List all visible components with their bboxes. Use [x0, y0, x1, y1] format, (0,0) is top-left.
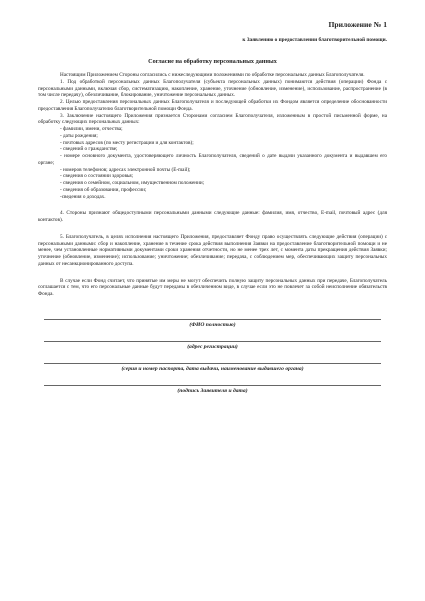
- intro-paragraph: Настоящим Приложением Стороны согласились с нижеследующими положениями по обработке персональных данных Благополучателя.: [60, 72, 365, 78]
- appendix-subtitle: к Заявлению о предоставлении благотворительной помощи.: [242, 37, 387, 43]
- personal-data-list: [38, 126, 387, 200]
- name-line: [44, 307, 381, 320]
- list-item: - даты рождения;: [60, 132, 98, 139]
- name-caption: (ФИО полностью): [189, 321, 236, 328]
- passport-caption: (серия и номер паспорта, дата выдачи, наименование выдавшего органа): [121, 365, 304, 372]
- list-item: - фамилии, имени, отчества;: [60, 126, 123, 132]
- paragraph-5: 5. Благополучатель, в целях исполнения настоящего Приложения, предоставляет Фонду право осуществлять следующие действия (операции) с персональными данными: сбор и накопление, хранение в течение срока действия выполнения Заявки на предоставление благотворительной помощи и не менее, чем установленные нормативными документами сроки хранения отчетности, но не менее трех лет, с момента даты прекращения действия Заявки; уточнение (обновление, изменение); использование; уничтожение; обезличивание; передача, с соблюдением мер, обеспечивающих защиту персональных данных от несанкционированного доступа.: [38, 233, 387, 267]
- paragraph-1: 1. Под обработкой персональных данных Благополучателя (субъекта персональных данных) понимаются действия (операции) Фонда с персональными данными, включая сбор, систематизацию, накопление, хранение, уточнение (обновление, изменение), использование, распространение (в том числе передачу), обезличивание, блокирование, уничтожение персональных данных.: [38, 78, 387, 99]
- signature-block: [38, 307, 387, 395]
- signature-caption: (подпись Заявителя и дата): [177, 387, 248, 394]
- paragraph-4: 4. Стороны признают общедоступными персональными данными следующие данные: фамилия, имя, отчество, E-mail, почтовый адрес (для контактов).: [38, 210, 387, 223]
- paragraph-2: 2. Целью предоставления персональных данных Благополучателя и последующей обработки их Фондом является определение обоснованности предоставления Благополучателю благотворительной помощи Фонда.: [38, 99, 387, 112]
- passport-line: [44, 351, 381, 364]
- paragraph-3: 3. Заключение настоящего Приложения признается Сторонами согласием Благополучателя, изложенным в простой письменной форме, на обработку следующих персональных данных:: [38, 112, 387, 126]
- list-item: - номеров телефонов; адресах электронной почты (E-mail);: [60, 166, 191, 173]
- appendix-title: Приложение № 1: [328, 20, 387, 29]
- paragraph-6: В случае если Фонд считает, что принятые им меры не могут обеспечить полную защиту персональных данных при передаче, Благополучатель соглашается с тем, что его персональные данные будут переданы в обезличенном виде, в случае если это не повлечет за собой неисполнение обязательств Фонда.: [38, 277, 387, 297]
- list-item: - почтовых адресов (по месту регистрации и для контактов);: [60, 139, 194, 146]
- list-item: - номере основного документа, удостоверяющего личность Благополучателя, сведений о дате выдачи указанного документа и выдавшем его органе;: [38, 153, 387, 166]
- address-caption: (адрес регистрации): [187, 343, 238, 350]
- signature-line: [44, 373, 381, 386]
- list-item: - сведения о семейном, социальном, имущественном положении;: [60, 180, 205, 186]
- list-item: - сведения об образовании, профессии;: [60, 186, 147, 193]
- consent-title: Согласие на обработку персональных данных: [148, 58, 277, 65]
- list-item: -сведения о доходах.: [60, 193, 106, 200]
- list-item: - сведений о гражданстве;: [60, 146, 118, 153]
- address-line: [44, 329, 381, 342]
- list-item: - сведения о состоянии здоровья;: [60, 173, 134, 180]
